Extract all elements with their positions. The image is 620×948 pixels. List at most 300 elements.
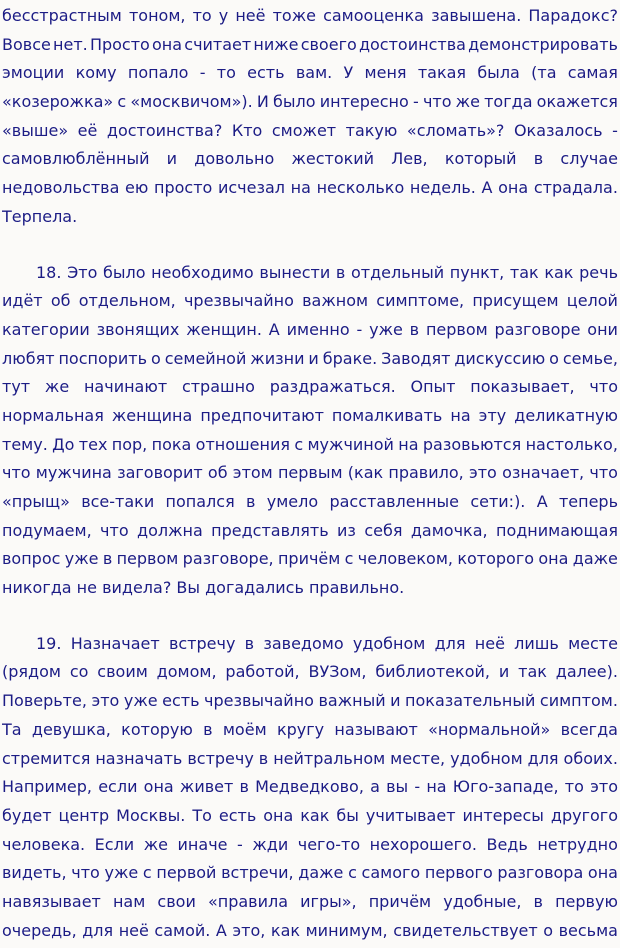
paragraph <box>2 259 618 603</box>
word: демонстрировать <box>468 34 618 54</box>
word: минимум, <box>305 920 388 940</box>
word: страдала. <box>533 178 618 198</box>
word: женщин. <box>186 319 262 339</box>
word: с <box>294 434 304 454</box>
word: теперь <box>558 492 618 511</box>
word: А <box>536 492 548 511</box>
word: было <box>273 92 316 112</box>
word: в <box>533 891 543 911</box>
word: лишь <box>514 633 559 653</box>
text-line <box>2 402 618 431</box>
word: попало <box>127 63 189 83</box>
word: страшно <box>181 377 255 397</box>
word: она <box>263 805 294 825</box>
word: «выше» <box>2 120 69 140</box>
word: разговора <box>497 863 584 883</box>
word: она <box>498 178 529 198</box>
word: своим <box>97 662 148 682</box>
paragraph <box>2 630 618 946</box>
word: и <box>390 691 401 711</box>
word: случае <box>560 149 618 169</box>
word: же <box>143 834 168 854</box>
word: уже <box>104 863 139 883</box>
word: (та <box>531 63 557 83</box>
word: для <box>434 633 466 653</box>
word: Вовсе <box>2 34 51 54</box>
word: если <box>98 777 138 797</box>
word: в <box>239 777 249 797</box>
word: «козерожка» <box>2 92 114 112</box>
word: человеком, <box>357 549 453 569</box>
word: жестокий <box>291 149 375 169</box>
word: нехорошего. <box>369 834 477 854</box>
word: речь <box>579 262 618 282</box>
word: (рядом <box>2 662 61 682</box>
word: интересы <box>462 805 544 825</box>
word: с <box>344 549 354 569</box>
word: месте <box>568 633 618 653</box>
word: тут <box>2 377 31 397</box>
word: показывает, <box>470 377 575 397</box>
text-line <box>2 658 618 687</box>
word: Кто <box>231 120 263 140</box>
word: - <box>412 92 419 112</box>
word: в <box>533 149 544 169</box>
text-line <box>2 773 618 802</box>
word: в <box>203 719 213 739</box>
word: именно <box>286 319 350 339</box>
word: что <box>589 377 618 397</box>
word: другого <box>550 805 618 825</box>
word: тогда <box>484 92 533 112</box>
word: тех <box>78 434 108 454</box>
word: об <box>50 291 71 311</box>
word: уже <box>64 549 99 569</box>
word: И <box>256 92 269 112</box>
word: это <box>590 777 618 797</box>
word: отношения <box>195 434 290 454</box>
word: же <box>44 377 70 397</box>
word: это <box>468 463 497 483</box>
word: несколько <box>316 178 405 198</box>
word: себя <box>364 520 403 540</box>
text-line <box>2 345 618 374</box>
word: это, <box>232 920 266 940</box>
word: что <box>2 463 31 483</box>
word: работой, <box>225 662 300 682</box>
word: это <box>91 691 120 711</box>
word: неё <box>118 920 149 940</box>
word: правило, <box>388 463 464 483</box>
text-line <box>2 145 618 174</box>
word: тоном, <box>128 6 186 25</box>
text-line <box>2 517 618 546</box>
word: как <box>544 262 574 282</box>
text-line: Терпела. <box>2 206 78 226</box>
text-line <box>2 117 618 146</box>
word: довольно <box>194 149 275 169</box>
word: разовьются <box>422 434 522 454</box>
word: нам <box>112 891 146 911</box>
word: причём <box>368 891 432 911</box>
word: у <box>218 6 229 25</box>
word: пор, <box>111 434 148 454</box>
word: ею <box>125 178 149 198</box>
word: деликатную <box>514 405 618 425</box>
word: меня <box>364 63 407 83</box>
word: поднимающая <box>495 520 618 540</box>
word: Просто <box>89 34 150 54</box>
word: самая <box>567 63 618 83</box>
word: - <box>612 120 618 140</box>
word: есть <box>162 691 200 711</box>
word: всегда <box>560 719 618 739</box>
word: Москвы. <box>116 805 186 825</box>
word: из <box>337 520 356 540</box>
word: как <box>300 805 330 825</box>
word: умело <box>266 492 319 511</box>
word: У <box>343 63 354 83</box>
word: помалкивать <box>331 405 443 425</box>
word: 18. <box>36 262 62 282</box>
word: семье, <box>562 348 618 368</box>
word: «нормальной» <box>428 719 551 739</box>
word: начинают <box>83 377 168 397</box>
word: бесстрастным <box>2 6 122 25</box>
word: вам. <box>295 63 333 83</box>
word: «москвичом»). <box>130 92 253 112</box>
word: же <box>455 92 480 112</box>
word: необходимо <box>151 262 254 282</box>
word: видеть, <box>2 863 67 883</box>
word: первым <box>277 463 343 483</box>
word: дамочка, <box>410 520 488 540</box>
word: библиотекой, <box>375 662 490 682</box>
word: они <box>587 319 618 339</box>
word: кругу <box>276 719 325 739</box>
word: называют <box>334 719 418 739</box>
word: для <box>527 748 559 768</box>
word: на <box>398 434 419 454</box>
text-line <box>2 802 618 831</box>
word: А <box>481 178 493 198</box>
word: самого <box>361 863 421 883</box>
text-line <box>2 831 618 860</box>
text-line <box>2 316 618 345</box>
word: А <box>215 920 227 940</box>
word: бы <box>336 805 359 825</box>
word: очередь, <box>2 920 77 940</box>
word: завышена. <box>431 6 522 25</box>
word: с <box>142 863 152 883</box>
text-line <box>2 431 618 460</box>
word: любят <box>2 348 55 368</box>
text-line <box>2 59 618 88</box>
text-line <box>2 174 618 203</box>
word: причём <box>277 549 341 569</box>
word: расставленные <box>329 492 460 511</box>
word: уже <box>369 319 403 339</box>
word: стремится <box>2 748 91 768</box>
word: Например, <box>2 777 93 797</box>
word: уже <box>123 691 158 711</box>
word: назначать <box>95 748 183 768</box>
word: неё <box>235 6 266 25</box>
word: заведомо <box>263 633 344 653</box>
word: подумаем, <box>2 520 92 540</box>
word: первом <box>116 549 179 569</box>
word: с <box>117 92 127 112</box>
word: моём <box>222 719 267 739</box>
text-line <box>2 2 618 31</box>
word: категории <box>2 319 90 339</box>
word: самовлюблённый <box>2 149 150 169</box>
word: жизни <box>250 348 305 368</box>
word: обоих. <box>563 748 618 768</box>
word: как <box>270 920 301 940</box>
word: Назначает <box>70 633 160 653</box>
word: заговорит <box>117 463 203 483</box>
word: будет <box>2 805 52 825</box>
word: в <box>102 549 113 569</box>
word: нормальная <box>2 405 104 425</box>
text-line <box>2 488 618 517</box>
word: семейной <box>164 348 247 368</box>
text-line <box>2 88 618 117</box>
word: «правила <box>207 891 289 911</box>
word: и <box>166 149 178 169</box>
word: тоже <box>272 6 316 25</box>
word: есть <box>247 63 285 83</box>
word: игры», <box>300 891 357 911</box>
word: с <box>348 863 357 883</box>
text-line <box>2 630 618 659</box>
word: со <box>69 662 89 682</box>
word: было <box>103 262 146 282</box>
word: девушка, <box>31 719 111 739</box>
word: первую <box>555 891 618 911</box>
word: что <box>422 92 452 112</box>
word: удобном <box>352 633 426 653</box>
text-line <box>2 888 618 917</box>
word: ВУЗом, <box>308 662 367 682</box>
word: «прыщ» <box>2 492 70 511</box>
word: интересно <box>319 92 409 112</box>
word: который <box>444 149 517 169</box>
word: дискуссию <box>454 348 546 368</box>
word: так <box>518 662 547 682</box>
word: она <box>152 34 183 54</box>
text-line <box>2 745 618 774</box>
word: эту <box>478 405 507 425</box>
word: далее). <box>555 662 618 682</box>
word: навязывает <box>2 891 101 911</box>
word: мужчина <box>35 463 112 483</box>
word: самооценка <box>323 6 424 25</box>
word: предпочитают <box>200 405 324 425</box>
word: центр <box>58 805 110 825</box>
text-line <box>2 373 618 402</box>
word: была <box>477 63 520 83</box>
word: удобном <box>450 748 523 768</box>
word: должна <box>137 520 203 540</box>
text-line <box>2 545 618 574</box>
word: окажется <box>536 92 618 112</box>
word: свои <box>157 891 196 911</box>
word: встречу <box>187 748 254 768</box>
word: важный <box>318 691 386 711</box>
word: целой <box>566 291 618 311</box>
word: все-таки <box>81 492 155 511</box>
word: До <box>52 434 75 454</box>
word: она <box>143 777 174 797</box>
word: настолько, <box>525 434 618 454</box>
word: она <box>538 549 569 569</box>
word: вынести <box>259 262 331 282</box>
word: для <box>82 920 114 940</box>
text-line <box>2 859 618 888</box>
word: живет <box>179 777 234 797</box>
word: ниже <box>253 34 299 54</box>
word: которую <box>121 719 193 739</box>
word: означает, <box>502 463 585 483</box>
word: достоинства? <box>106 120 223 140</box>
word: нет. <box>53 34 88 54</box>
text-line <box>2 259 618 288</box>
word: попался <box>165 492 235 511</box>
word: в <box>409 319 420 339</box>
word: первого <box>424 863 493 883</box>
word: самой. <box>154 920 211 940</box>
text-column <box>2 2 618 945</box>
word: есть <box>218 805 257 825</box>
word: Опыт <box>410 377 456 397</box>
word: и <box>308 348 319 368</box>
word: месте, <box>390 748 446 768</box>
word: сети:). <box>470 492 526 511</box>
text-line <box>2 459 618 488</box>
word: в <box>258 748 269 768</box>
word: симптоме, <box>376 291 465 311</box>
word: «сломать»? <box>406 120 505 140</box>
word: отдельный <box>350 262 445 282</box>
word: что <box>589 463 618 483</box>
word: даже <box>298 863 344 883</box>
word: Лев, <box>391 149 428 169</box>
word: - <box>414 777 421 797</box>
paragraph <box>2 2 618 232</box>
word: звонящих <box>96 319 180 339</box>
word: то <box>564 777 584 797</box>
word: так <box>509 262 539 282</box>
word: - <box>356 319 363 339</box>
word: сможет <box>271 120 337 140</box>
text-line <box>2 917 618 946</box>
word: её <box>77 120 98 140</box>
word: о <box>549 348 559 368</box>
word: даже <box>572 549 618 569</box>
word: иначе <box>177 834 228 854</box>
word: о <box>543 920 554 940</box>
word: вопрос <box>2 549 61 569</box>
word: Поверьте, <box>2 691 87 711</box>
word: такая <box>417 63 467 83</box>
word: чрезвычайно <box>204 691 314 711</box>
word: домом, <box>156 662 217 682</box>
word: человека. <box>2 834 86 854</box>
word: о <box>151 348 161 368</box>
word: чего-то <box>297 834 361 854</box>
word: браке. <box>322 348 378 368</box>
word: на <box>426 777 447 797</box>
word: поспорить <box>58 348 148 368</box>
word: женщина <box>111 405 193 425</box>
word: пока <box>151 434 192 454</box>
word: что <box>100 520 129 540</box>
word: важном <box>302 291 369 311</box>
word: Парадокс? <box>528 6 618 25</box>
word: тему. <box>2 434 48 454</box>
word: Та <box>2 719 22 739</box>
word: показательный <box>405 691 536 711</box>
word: жди <box>252 834 289 854</box>
text-line: никогда не видела? Вы догадались правильно. <box>2 578 405 598</box>
word: считает <box>184 34 252 54</box>
word: в <box>244 633 255 653</box>
word: Оказалось <box>513 120 603 140</box>
word: на <box>450 405 471 425</box>
word: этом <box>232 463 273 483</box>
word: удобные, <box>443 891 522 911</box>
word: Ведь <box>486 834 528 854</box>
word: такую <box>345 120 398 140</box>
text-line <box>2 31 618 60</box>
word: - <box>199 63 206 83</box>
word: мужчиной <box>307 434 394 454</box>
word: свидетельствует <box>393 920 538 940</box>
word: Это <box>67 262 98 282</box>
word: и <box>498 662 510 682</box>
word: (как <box>347 463 384 483</box>
word: идёт <box>2 291 43 311</box>
text-line <box>2 287 618 316</box>
word: пункт, <box>449 262 505 282</box>
word: то <box>216 63 236 83</box>
word: первом <box>425 319 488 339</box>
word: чрезвычайно <box>183 291 294 311</box>
word: в <box>335 262 346 282</box>
word: нейтральном <box>273 748 386 768</box>
word: симптом. <box>539 691 618 711</box>
word: об <box>207 463 228 483</box>
word: которого <box>457 549 535 569</box>
word: первой <box>156 863 217 883</box>
word: в <box>246 492 256 511</box>
word: представлять <box>211 520 329 540</box>
word: неё <box>474 633 505 653</box>
word: нетрудно <box>537 834 618 854</box>
word: просто <box>154 178 213 198</box>
word: Если <box>94 834 135 854</box>
word: то <box>192 6 212 25</box>
text-line <box>2 687 618 716</box>
word: - <box>237 834 243 854</box>
word: вы <box>386 777 409 797</box>
word: недовольства <box>2 178 120 198</box>
word: встречу <box>168 633 236 653</box>
word: отдельном, <box>78 291 176 311</box>
word: Юго-западе, <box>452 777 559 797</box>
